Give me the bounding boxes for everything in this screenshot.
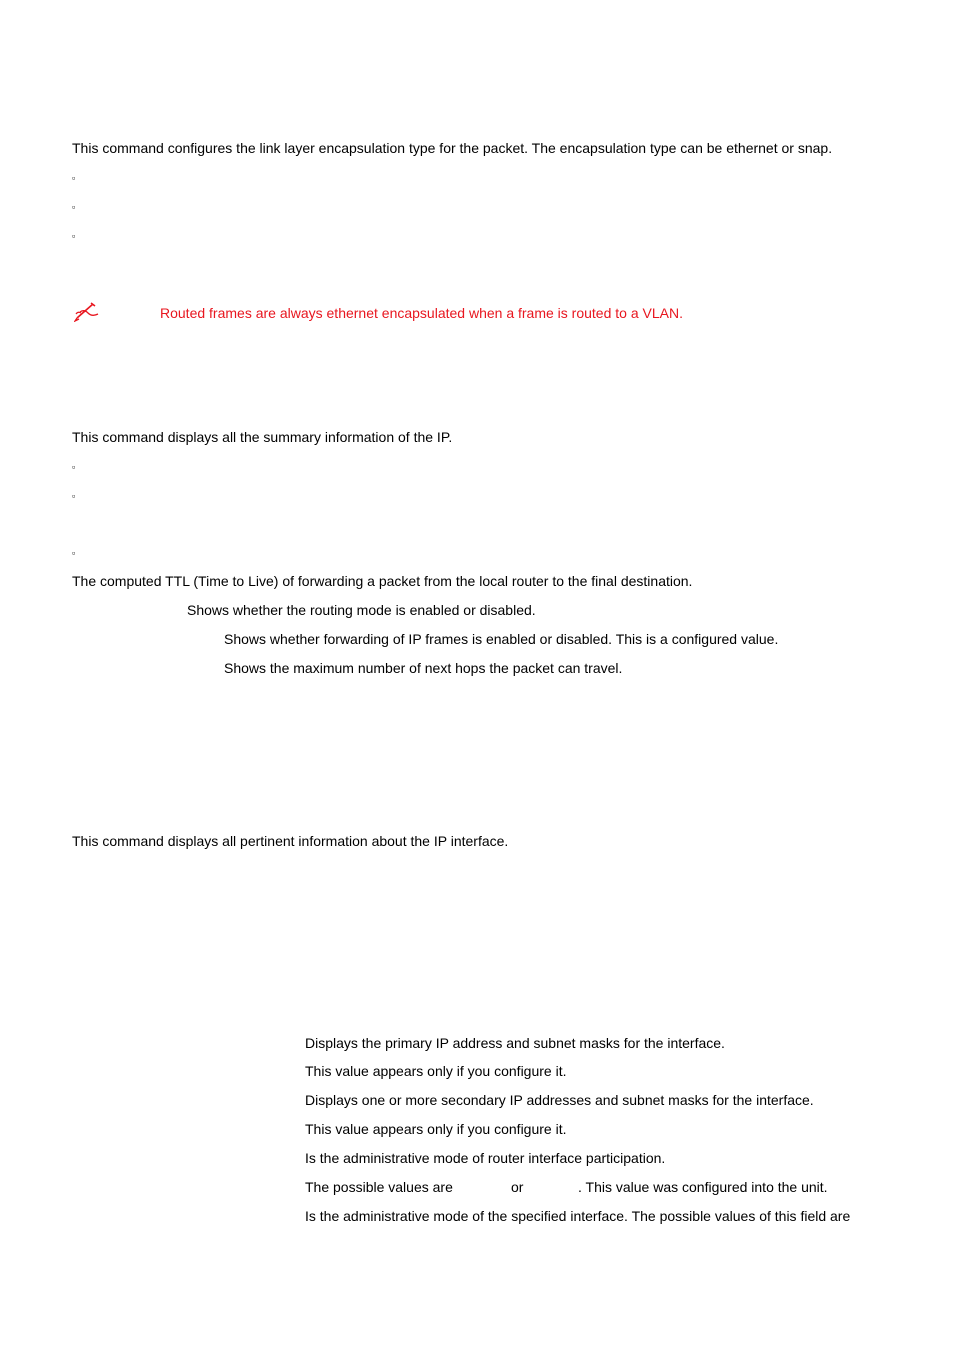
bullet-marker: ▫ [72,548,76,558]
bullet-marker: ▫ [72,173,76,183]
encapsulation-description: This command configures the link layer encapsulation type for the packet. The encapsulation type can be ethernet or snap. [72,140,833,156]
bullet-marker: ▫ [72,202,76,212]
routing-mode-description: Shows whether the routing mode is enabled or disabled. [187,602,536,618]
bullet-marker: ▫ [72,231,76,241]
primary-ip-note: This value appears only if you configure it. [305,1063,567,1079]
possible-values-suffix: . This value was configured into the unit. [578,1179,828,1195]
administrative-mode-description: Is the administrative mode of the specified interface. The possible values of this field are [305,1208,851,1224]
maximum-hops-description: Shows the maximum number of next hops the packet can travel. [224,660,623,676]
secondary-ip-note: This value appears only if you configure it. [305,1121,567,1137]
bullet-marker: ▫ [72,462,76,472]
ip-interface-description: This command displays all pertinent information about the IP interface. [72,833,509,849]
routing-mode-description: Is the administrative mode of router interface participation. [305,1150,666,1166]
possible-values-or: or [511,1179,524,1195]
ip-summary-description: This command displays all the summary information of the IP. [72,429,453,445]
ttl-description: The computed TTL (Time to Live) of forwarding a packet from the local router to the final destination. [72,573,693,589]
pencil-note-icon [74,300,100,325]
bullet-marker: ▫ [72,491,76,501]
secondary-ip-description: Displays one or more secondary IP addresses and subnet masks for the interface. [305,1092,814,1108]
note-text: Routed frames are always ethernet encapsulated when a frame is routed to a VLAN. [160,305,683,321]
possible-values-prefix: The possible values are [305,1179,453,1195]
ip-forwarding-description: Shows whether forwarding of IP frames is enabled or disabled. This is a configured value. [224,631,779,647]
primary-ip-description: Displays the primary IP address and subnet masks for the interface. [305,1035,725,1051]
